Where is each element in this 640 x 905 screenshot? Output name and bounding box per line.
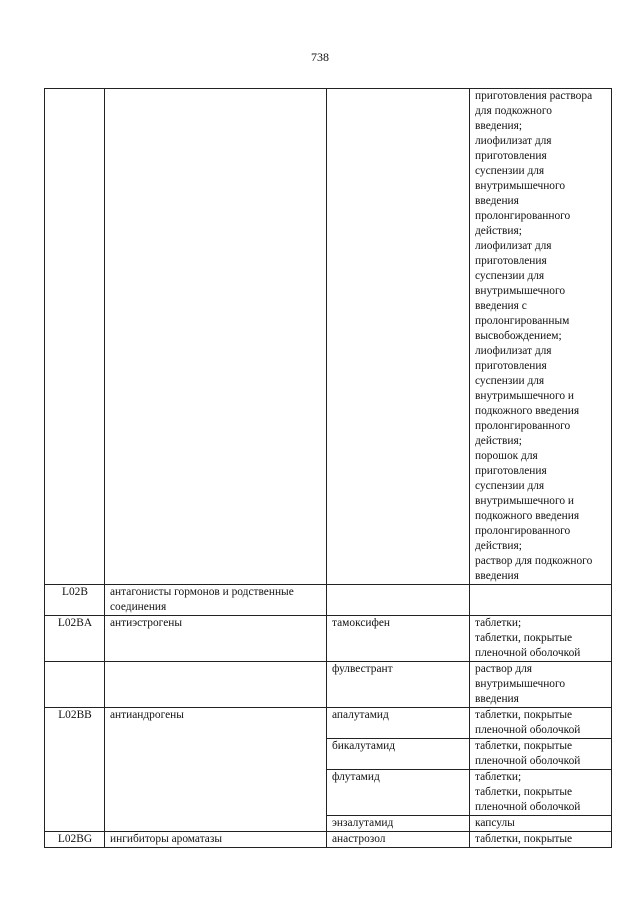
group-name-cell: ингибиторы ароматазы	[105, 832, 327, 848]
group-name-cell: антиэстрогены	[105, 616, 327, 662]
atc-code-cell: L02BA	[45, 616, 105, 662]
drug-name-cell: бикалутамид	[327, 739, 470, 770]
table-row	[45, 708, 612, 739]
dosage-form-line: суспензии для	[475, 270, 545, 282]
dosage-form-line: раствор для	[475, 663, 533, 675]
dosage-form-line: пролонгированного	[475, 210, 571, 222]
drug-name-cell	[327, 89, 470, 585]
drug-name-cell: энзалутамид	[327, 816, 470, 832]
dosage-form-line: таблетки, покрытые	[475, 709, 573, 721]
dosage-form-line: таблетки, покрытые	[475, 786, 573, 798]
dosage-form-line: подкожного введения	[475, 405, 580, 417]
dosage-form-line: пролонгированного	[475, 525, 571, 537]
dosage-form-line: введения с	[475, 300, 527, 312]
dosage-form-line: раствор для подкожного	[475, 555, 593, 567]
dosage-form-line: суспензии для	[475, 375, 545, 387]
dosage-form-line: лиофилизат для	[475, 240, 552, 252]
dosage-form-line: введения	[475, 195, 519, 207]
dosage-form-line: суспензии для	[475, 165, 545, 177]
dosage-form-line: пролонгированным	[475, 315, 570, 327]
dosage-form-line: внутримышечного	[475, 285, 566, 297]
dosage-form-line: таблетки, покрытые	[475, 833, 573, 845]
drug-list-table	[44, 88, 612, 848]
dosage-form-line: капсулы	[475, 817, 515, 829]
dosage-forms-cell	[470, 708, 612, 739]
atc-code-cell: L02B	[45, 585, 105, 616]
dosage-form-line: таблетки, покрытые	[475, 632, 573, 644]
drug-name-cell: тамоксифен	[327, 616, 470, 662]
dosage-form-line: суспензии для	[475, 480, 545, 492]
dosage-forms-cell	[470, 770, 612, 816]
dosage-forms-cell	[470, 662, 612, 708]
dosage-form-line: введения	[475, 693, 519, 705]
dosage-form-line: пленочной оболочкой	[475, 647, 581, 659]
drug-name-cell: фулвестрант	[327, 662, 470, 708]
dosage-form-line: приготовления	[475, 150, 547, 162]
dosage-forms-cell	[470, 816, 612, 832]
table-row	[45, 89, 612, 585]
table-row	[45, 616, 612, 662]
dosage-form-line: пленочной оболочкой	[475, 801, 581, 813]
group-name-cell: антиандрогены	[105, 708, 327, 832]
dosage-forms-cell	[470, 616, 612, 662]
dosage-form-line: приготовления	[475, 465, 547, 477]
dosage-form-line: действия;	[475, 435, 522, 447]
dosage-form-line: введения	[475, 570, 519, 582]
dosage-form-line: приготовления	[475, 360, 547, 372]
dosage-form-line: внутримышечного	[475, 180, 566, 192]
dosage-form-line: пленочной оболочкой	[475, 755, 581, 767]
dosage-form-line: введения;	[475, 120, 523, 132]
dosage-form-line: действия;	[475, 540, 522, 552]
group-name-cell	[105, 662, 327, 708]
drug-name-cell: анастрозол	[327, 832, 470, 848]
dosage-form-line: порошок для	[475, 450, 538, 462]
dosage-form-line: для подкожного	[475, 105, 552, 117]
table-row	[45, 585, 612, 616]
dosage-form-line: таблетки, покрытые	[475, 740, 573, 752]
dosage-form-line: пролонгированного	[475, 420, 571, 432]
atc-code-cell: L02BG	[45, 832, 105, 848]
dosage-form-line: внутримышечного и	[475, 495, 575, 507]
atc-code-cell	[45, 89, 105, 585]
dosage-form-line: внутримышечного	[475, 678, 566, 690]
dosage-form-line: приготовления	[475, 255, 547, 267]
dosage-form-line: подкожного введения	[475, 510, 580, 522]
dosage-form-line: действия;	[475, 225, 522, 237]
dosage-forms-cell	[470, 832, 612, 848]
page-number: 738	[311, 50, 329, 64]
dosage-forms-cell	[470, 585, 612, 616]
dosage-form-line: лиофилизат для	[475, 135, 552, 147]
drug-name-cell: флутамид	[327, 770, 470, 816]
dosage-forms-cell	[470, 89, 612, 585]
dosage-form-line: приготовления раствора	[475, 90, 593, 102]
dosage-form-line: лиофилизат для	[475, 345, 552, 357]
dosage-form-line: таблетки;	[475, 771, 522, 783]
table-row	[45, 662, 612, 708]
atc-code-cell: L02BB	[45, 708, 105, 832]
dosage-form-line: внутримышечного и	[475, 390, 575, 402]
dosage-form-line: пленочной оболочкой	[475, 724, 581, 736]
table-row	[45, 832, 612, 848]
drug-name-cell	[327, 585, 470, 616]
dosage-forms-cell	[470, 739, 612, 770]
atc-code-cell	[45, 662, 105, 708]
group-name-cell	[105, 89, 327, 585]
dosage-form-line: высвобождением;	[475, 330, 562, 342]
group-name-cell: антагонисты гормонов и родственные соединения	[105, 585, 327, 616]
dosage-form-line: таблетки;	[475, 617, 522, 629]
drug-name-cell: апалутамид	[327, 708, 470, 739]
